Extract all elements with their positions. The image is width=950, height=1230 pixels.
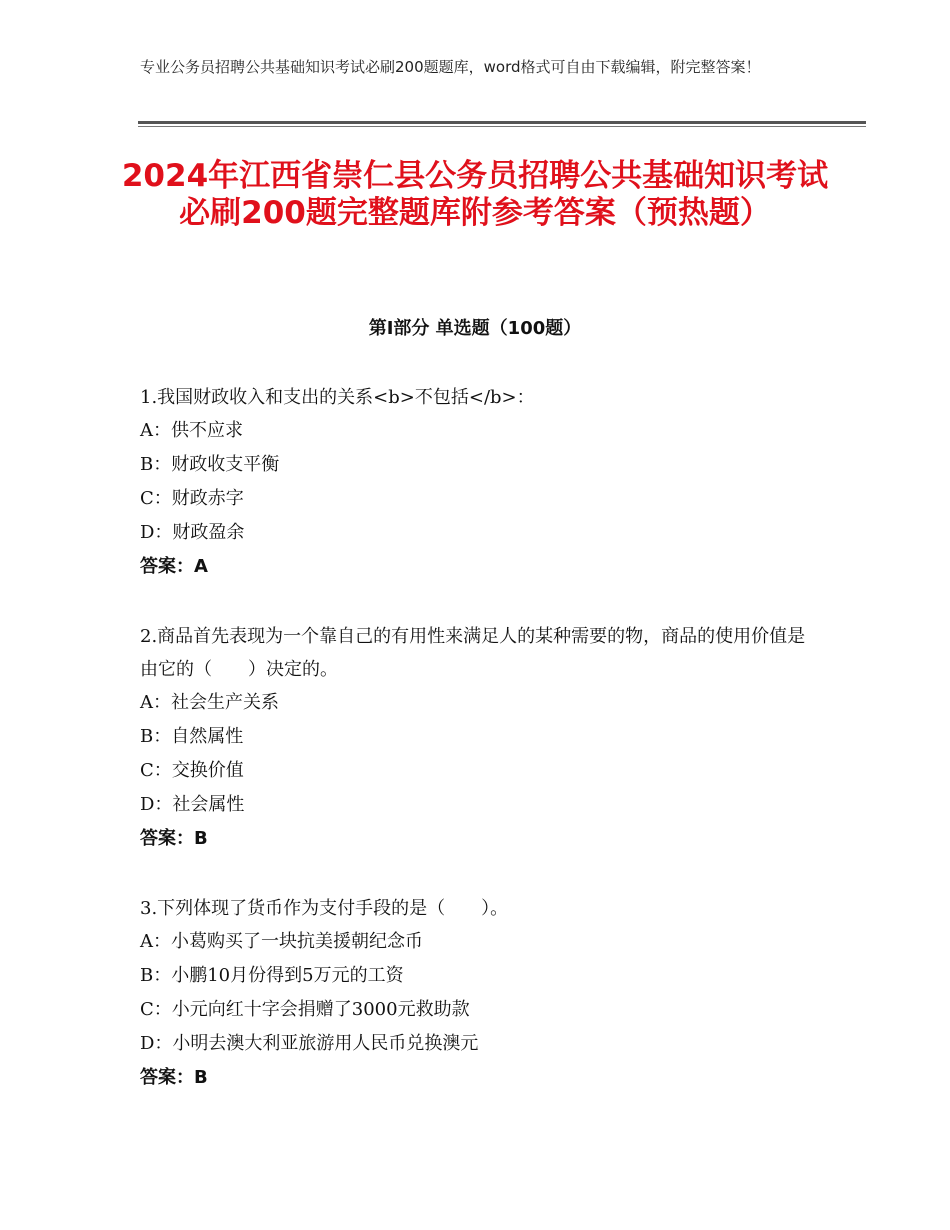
option-b: B：小鹏10月份得到5万元的工资 <box>140 965 404 986</box>
section-heading: 第Ⅰ部分 单选题（100题） <box>368 318 582 339</box>
header-divider-thin <box>138 126 866 127</box>
question-1 <box>140 381 820 584</box>
option-d: D：小明去澳大利亚旅游用人民币兑换澳元 <box>140 1033 479 1054</box>
header-divider-thick <box>138 121 866 124</box>
option-b: B：自然属性 <box>140 726 244 747</box>
answer-line: 答案：B <box>140 1067 208 1088</box>
option-b: B：财政收支平衡 <box>140 454 280 475</box>
question-stem: 3.下列体现了货币作为支付手段的是（ ）。 <box>140 898 509 919</box>
question-3 <box>140 892 820 1095</box>
option-a: A：供不应求 <box>140 420 243 441</box>
option-a: A：社会生产关系 <box>140 692 279 713</box>
answer-line: 答案：A <box>140 556 208 577</box>
option-d: D：社会属性 <box>140 794 245 815</box>
answer-line: 答案：B <box>140 828 208 849</box>
header-note: 专业公务员招聘公共基础知识考试必刷200题题库，word格式可自由下载编辑，附完整答案！ <box>140 58 761 76</box>
option-a: A：小葛购买了一块抗美援朝纪念币 <box>140 931 423 952</box>
question-stem: 1.我国财政收入和支出的关系<b>不包括</b>： <box>140 387 535 408</box>
option-c: C：小元向红十字会捐赠了3000元救助款 <box>140 999 470 1020</box>
document-title: 2024年江西省崇仁县公务员招聘公共基础知识考试必刷200题完整题库附参考答案（预热题） <box>121 158 829 231</box>
option-c: C：交换价值 <box>140 760 244 781</box>
option-c: C：财政赤字 <box>140 488 244 509</box>
question-2 <box>140 620 820 856</box>
option-d: D：财政盈余 <box>140 522 245 543</box>
question-stem: 2.商品首先表现为一个靠自己的有用性来满足人的某种需要的物，商品的使用价值是由它的（ ）决定的。 <box>140 626 806 680</box>
